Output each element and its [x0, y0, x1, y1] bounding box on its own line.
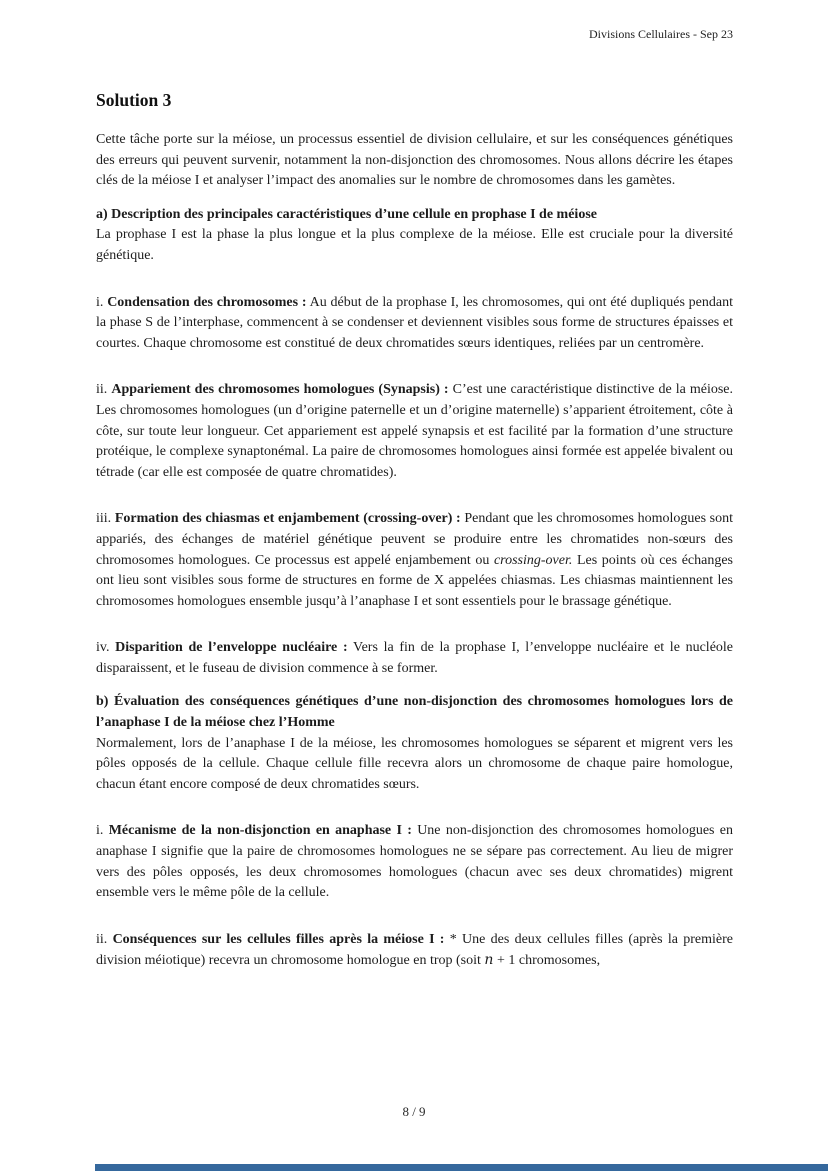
item-numeral: iii.	[96, 511, 112, 527]
item-numeral: ii.	[96, 382, 108, 398]
section-a-heading: a) Description des principales caractéristiques d’une cellule en prophase I de méiose	[96, 206, 597, 222]
item-lead: Appariement des chromosomes homologues (Synapsis) :	[111, 382, 449, 398]
list-item-a-ii	[96, 380, 733, 483]
list-item-a-i	[96, 293, 733, 355]
list-item-b-i	[96, 821, 733, 903]
item-body-after: + 1 chromosomes,	[493, 953, 601, 969]
item-body: Vers la fin de la prophase I, l’enveloppe nucléaire et le nucléole disparaissent, et le fuseau de division commence à se former.	[96, 640, 734, 676]
section-a-body: La prophase I est la phase la plus longue et la plus complexe de la méiose. Elle est cruciale pour la diversité génétique.	[96, 227, 733, 263]
item-numeral: ii.	[96, 931, 108, 947]
item-body-after: Les points où ces échanges ont lieu sont visibles sous forme de structures en forme de X appelées chiasmas. Les chiasmas maintiennent les chromosomes homologues ensemble jusqu’à l’anaphase I et sont essentiels pour le brassage génétique.	[96, 552, 733, 609]
item-body: C’est une caractéristique distinctive de la méiose. Les chromosomes homologues (un d’origine paternelle et un d’origine maternelle) s’apparient étroitement, côte à côte, sur toute leur longueur. Cet appariement est appelé synapsis et est facilité par la formation d’une structure protéique, le complexe synaptonémal. La paire de chromosomes homologues ainsi formée est appelée bivalent ou tétrade (car elle est composée de quatre chromatides).	[96, 382, 734, 480]
intro-paragraph: Cette tâche porte sur la méiose, un processus essentiel de division cellulaire, et sur les conséquences génétiques des erreurs qui peuvent survenir, notamment la non-disjonction des chromosomes. Nous allons décrire les étapes clés de la méiose I et analyser l’impact des anomalies sur le nombre de chromosomes dans les gamètes.	[96, 132, 733, 189]
item-body-italic: crossing-over.	[493, 552, 573, 568]
list-item-a-iii	[96, 509, 733, 612]
item-lead: Condensation des chromosomes :	[107, 294, 307, 310]
running-header	[96, 0, 733, 42]
math-variable-n: n	[484, 952, 494, 969]
section-b-heading: b) Évaluation des conséquences génétiques d’une non-disjonction des chromosomes homologues lors de l’anaphase I de la méiose chez l’Homme	[96, 694, 733, 731]
page-title: Solution 3	[96, 90, 172, 110]
item-body: Une non-disjonction des chromosomes homologues en anaphase I signifie que la paire de chromosomes homologues ne se sépare pas correctement. Au lieu de migrer vers des pôles opposés, les deux chromosomes homologues (chacun avec ses deux chromatides) migrent ensemble vers le même pôle de la cellule.	[96, 823, 734, 901]
item-lead: Conséquences sur les cellules filles après la méiose I :	[112, 931, 445, 947]
list-item-a-iv	[96, 638, 733, 679]
list-item-b-ii	[96, 930, 733, 972]
item-body-before: Pendant que les chromosomes homologues sont appariés, des échanges de matériel génétique peuvent se produire entre les chromatides non-sœurs des chromosomes homologues. Ce processus est appelé enjambement ou	[96, 511, 734, 568]
item-numeral: i.	[96, 823, 104, 839]
item-lead: Disparition de l’enveloppe nucléaire :	[115, 640, 348, 656]
page-content	[96, 0, 733, 972]
next-page-top-edge-bar	[95, 1164, 828, 1171]
section-b-body: Normalement, lors de l’anaphase I de la méiose, les chromosomes homologues se séparent et migrent vers les pôles opposés de la cellule. Chaque cellule fille recevra alors un chromosome de chaque paire homologue, chacun étant encore composé de deux chromatides sœurs.	[96, 735, 733, 792]
item-numeral: iv.	[96, 640, 110, 656]
item-body: Au début de la prophase I, les chromosomes, qui ont été dupliqués pendant la phase S de l’interphase, commencent à se condenser et deviennent visibles sous forme de structures épaisses et courtes. Chaque chromosome est constitué de deux chromatides sœurs identiques, reliées par un centromère.	[96, 294, 734, 351]
item-body-before: * Une des deux cellules filles (après la première division méiotique) recevra un chromosome homologue en trop (soit	[96, 931, 733, 969]
item-lead: Formation des chiasmas et enjambement (crossing-over) :	[114, 511, 461, 527]
page-footer	[0, 1104, 828, 1120]
header-right-text: Divisions Cellulaires - Sep 23	[589, 27, 733, 41]
item-numeral: i.	[96, 294, 104, 310]
page-number: 8 / 9	[402, 1104, 426, 1119]
item-lead: Mécanisme de la non-disjonction en anaphase I :	[108, 823, 412, 839]
